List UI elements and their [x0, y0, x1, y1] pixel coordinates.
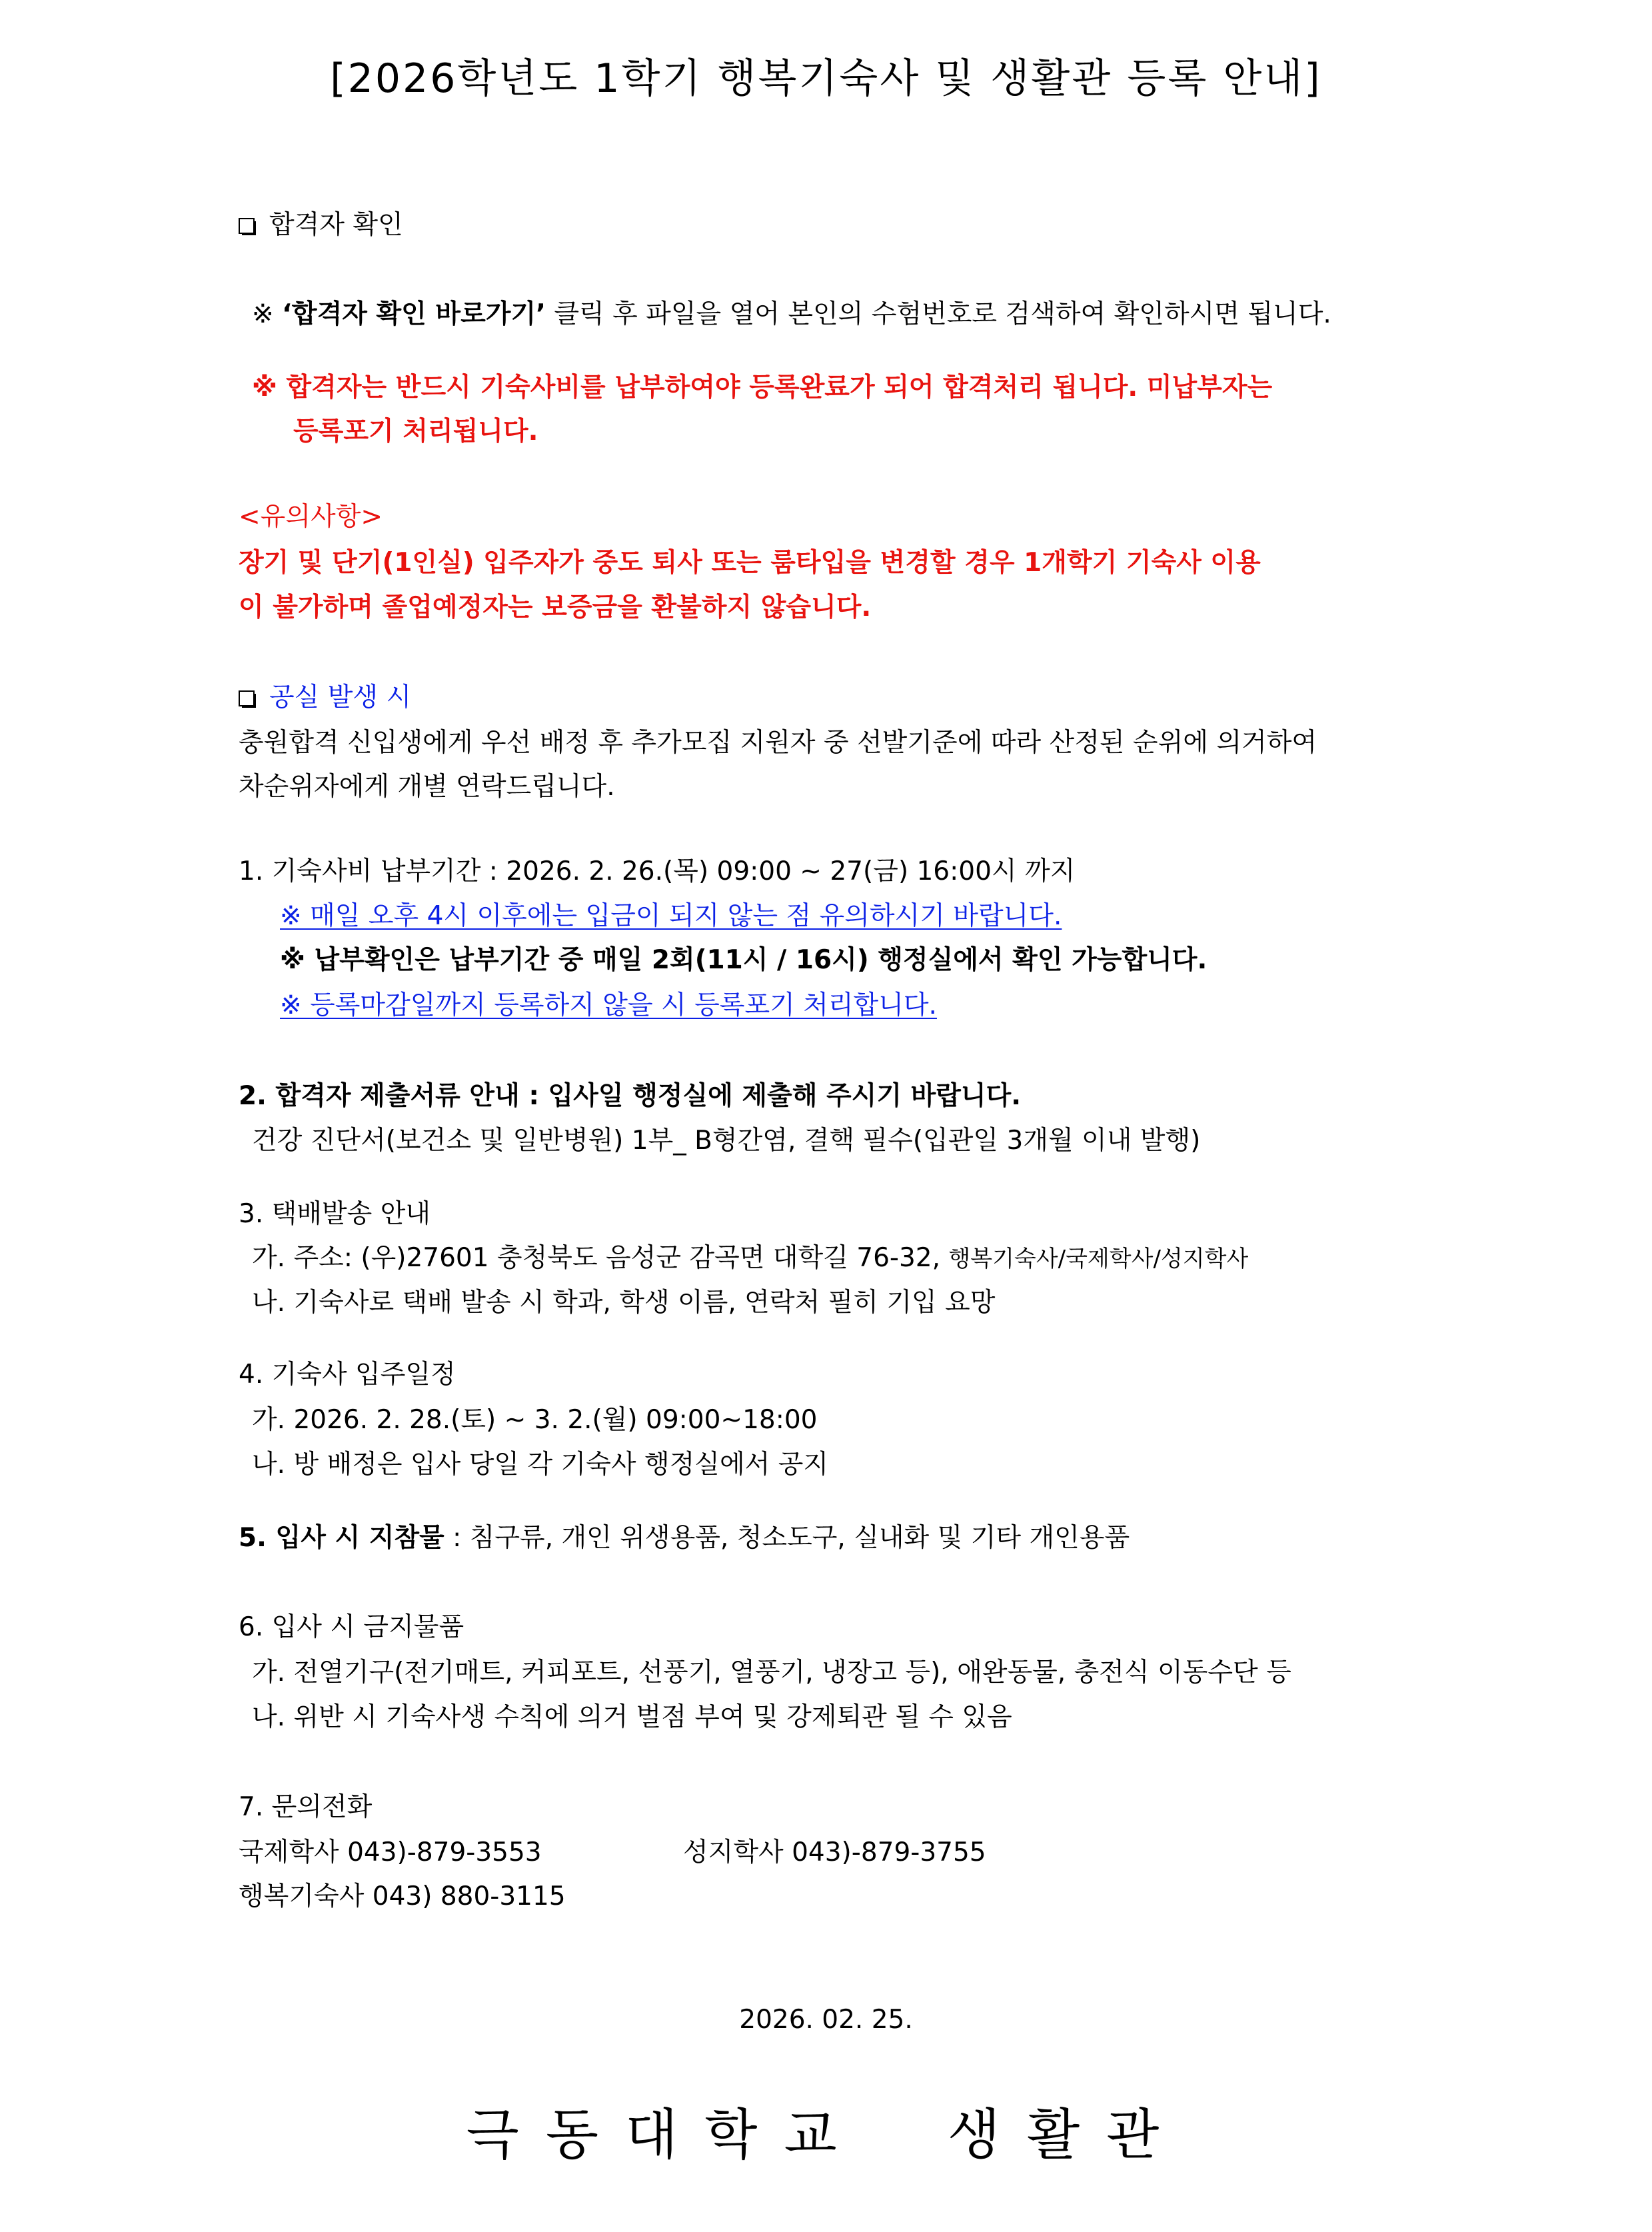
pass-check-note	[252, 301, 1331, 327]
organization-name: 극동대학교 생활관	[466, 2103, 1186, 2167]
section5	[239, 1525, 1130, 1551]
caution-line2: 이 불가하며 졸업예정자는 보증금을 환불하지 않습니다.	[239, 592, 872, 622]
pass-check-note-rest: 클릭 후 파일을 열어 본인의 수험번호로 검색하여 확인하시면 됩니다.	[545, 299, 1331, 329]
checkbox-square-icon	[239, 218, 255, 234]
section4-line2: 나. 방 배정은 입사 당일 각 기숙사 행정실에서 공지	[252, 1450, 829, 1480]
pass-check-heading-text: 합격자 확인	[269, 210, 403, 240]
section6-heading: 6. 입사 시 금지물품	[239, 1612, 464, 1642]
section6-line2: 나. 위반 시 기숙사생 수칙에 의거 벌점 부여 및 강제퇴관 될 수 있음	[252, 1702, 1012, 1732]
section3-line1	[252, 1245, 1248, 1271]
contact-seongji: 성지학사 043)-879-3755	[683, 1837, 986, 1867]
vacancy-heading-text: 공실 발생 시	[269, 682, 412, 712]
pass-warning-line2: 등록포기 처리됩니다.	[293, 417, 538, 447]
section4-line1: 가. 2026. 2. 28.(토) ~ 3. 2.(월) 09:00~18:00	[252, 1405, 818, 1435]
vacancy-line2: 차순위자에게 개별 연락드립니다.	[239, 772, 615, 802]
caution-line1: 장기 및 단기(1인실) 입주자가 중도 퇴사 또는 룸타입을 변경할 경우 1개학기 기숙사 이용	[239, 548, 1261, 578]
section6-line1: 가. 전열기구(전기매트, 커피포트, 선풍기, 열풍기, 냉장고 등), 애완동물, 충전식 이동수단 등	[252, 1658, 1291, 1687]
notice-date: 2026. 02. 25.	[739, 2005, 913, 2035]
page-title: [2026학년도 1학기 행복기숙사 및 생활관 등록 안내]	[330, 55, 1322, 102]
address-buildings: 행복기숙사/국제학사/성지학사	[948, 1246, 1249, 1272]
section1-note1: ※ 매일 오후 4시 이후에는 입금이 되지 않는 점 유의하시기 바랍니다.	[280, 901, 1062, 931]
pass-check-heading	[239, 212, 403, 238]
contact-happy: 행복기숙사 043) 880-3115	[239, 1881, 566, 1911]
checkbox-square-icon	[239, 690, 255, 706]
section1-heading: 1. 기숙사비 납부기간 : 2026. 2. 26.(목) 09:00 ~ 27(금) 16:00시 까지	[239, 856, 1076, 886]
section4-heading: 4. 기숙사 입주일정	[239, 1360, 456, 1390]
section5-heading: 5. 입사 시 지참물	[239, 1523, 444, 1553]
address-main: 가. 주소: (우)27601 충청북도 음성군 감곡면 대학길 76-32,	[252, 1243, 949, 1273]
section3-heading: 3. 택배발송 안내	[239, 1199, 431, 1229]
caution-heading: <유의사항>	[239, 502, 383, 532]
section7-heading: 7. 문의전화	[239, 1792, 373, 1822]
note-mark: ※	[252, 299, 283, 329]
section1-note2: ※ 납부확인은 납부기간 중 매일 2회(11시 / 16시) 행정실에서 확인 가능합니다.	[280, 945, 1208, 975]
section2-heading: 2. 합격자 제출서류 안내 : 입사일 행정실에 제출해 주시기 바랍니다.	[239, 1081, 1022, 1111]
section3-line2: 나. 기숙사로 택배 발송 시 학과, 학생 이름, 연락처 필히 기입 요망	[252, 1288, 996, 1318]
vacancy-heading	[239, 684, 411, 710]
vacancy-line1: 충원합격 신입생에게 우선 배정 후 추가모집 지원자 중 선발기준에 따라 산정된 순위에 의거하여	[239, 728, 1317, 758]
contact-intl: 국제학사 043)-879-3553	[239, 1837, 542, 1867]
section5-text: : 침구류, 개인 위생용품, 청소도구, 실내화 및 기타 개인용품	[444, 1523, 1130, 1553]
section2-line1: 건강 진단서(보건소 및 일반병원) 1부_ B형간염, 결핵 필수(입관일 3개월 이내 발행)	[252, 1126, 1201, 1156]
section1-note3: ※ 등록마감일까지 등록하지 않을 시 등록포기 처리합니다.	[280, 990, 937, 1020]
pass-warning-line1: ※ 합격자는 반드시 기숙사비를 납부하여야 등록완료가 되어 합격처리 됩니다. 미납부자는	[252, 373, 1273, 403]
pass-check-link[interactable]: ‘합격자 확인 바로가기’	[282, 299, 546, 329]
